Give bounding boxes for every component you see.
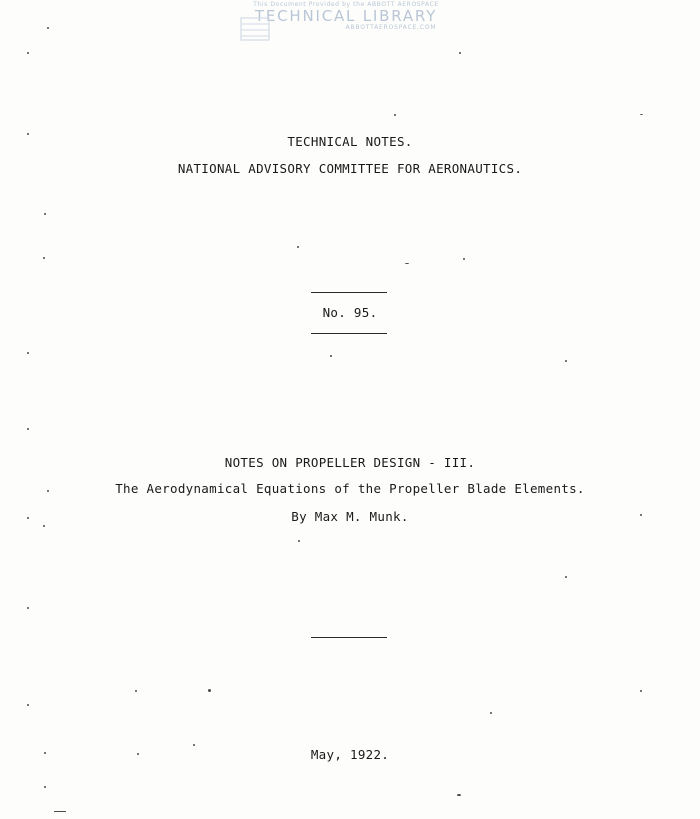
watermark-site: ABBOTTAEROSPACE.COM (345, 24, 437, 31)
watermark-title: TECHNICAL LIBRARY (254, 7, 438, 25)
document-author: By Max M. Munk. (291, 509, 409, 524)
divider-rule (311, 292, 387, 293)
organization-heading: NATIONAL ADVISORY COMMITTEE FOR AERONAUTICS. (177, 161, 523, 176)
divider-rule (311, 637, 387, 638)
library-logo-icon (238, 14, 272, 44)
document-subtitle: The Aerodynamical Equations of the Propeller Blade Elements. (115, 481, 585, 496)
note-number: No. 95. (322, 305, 378, 320)
watermark-provider-text: This Document Provided by the ABBOTT AEROSPACE (253, 1, 439, 8)
library-watermark (236, 2, 456, 31)
divider-rule (311, 333, 387, 334)
document-title: NOTES ON PROPELLER DESIGN - III. (224, 455, 476, 470)
series-heading: TECHNICAL NOTES. (287, 134, 413, 149)
document-date: May, 1922. (310, 747, 390, 762)
